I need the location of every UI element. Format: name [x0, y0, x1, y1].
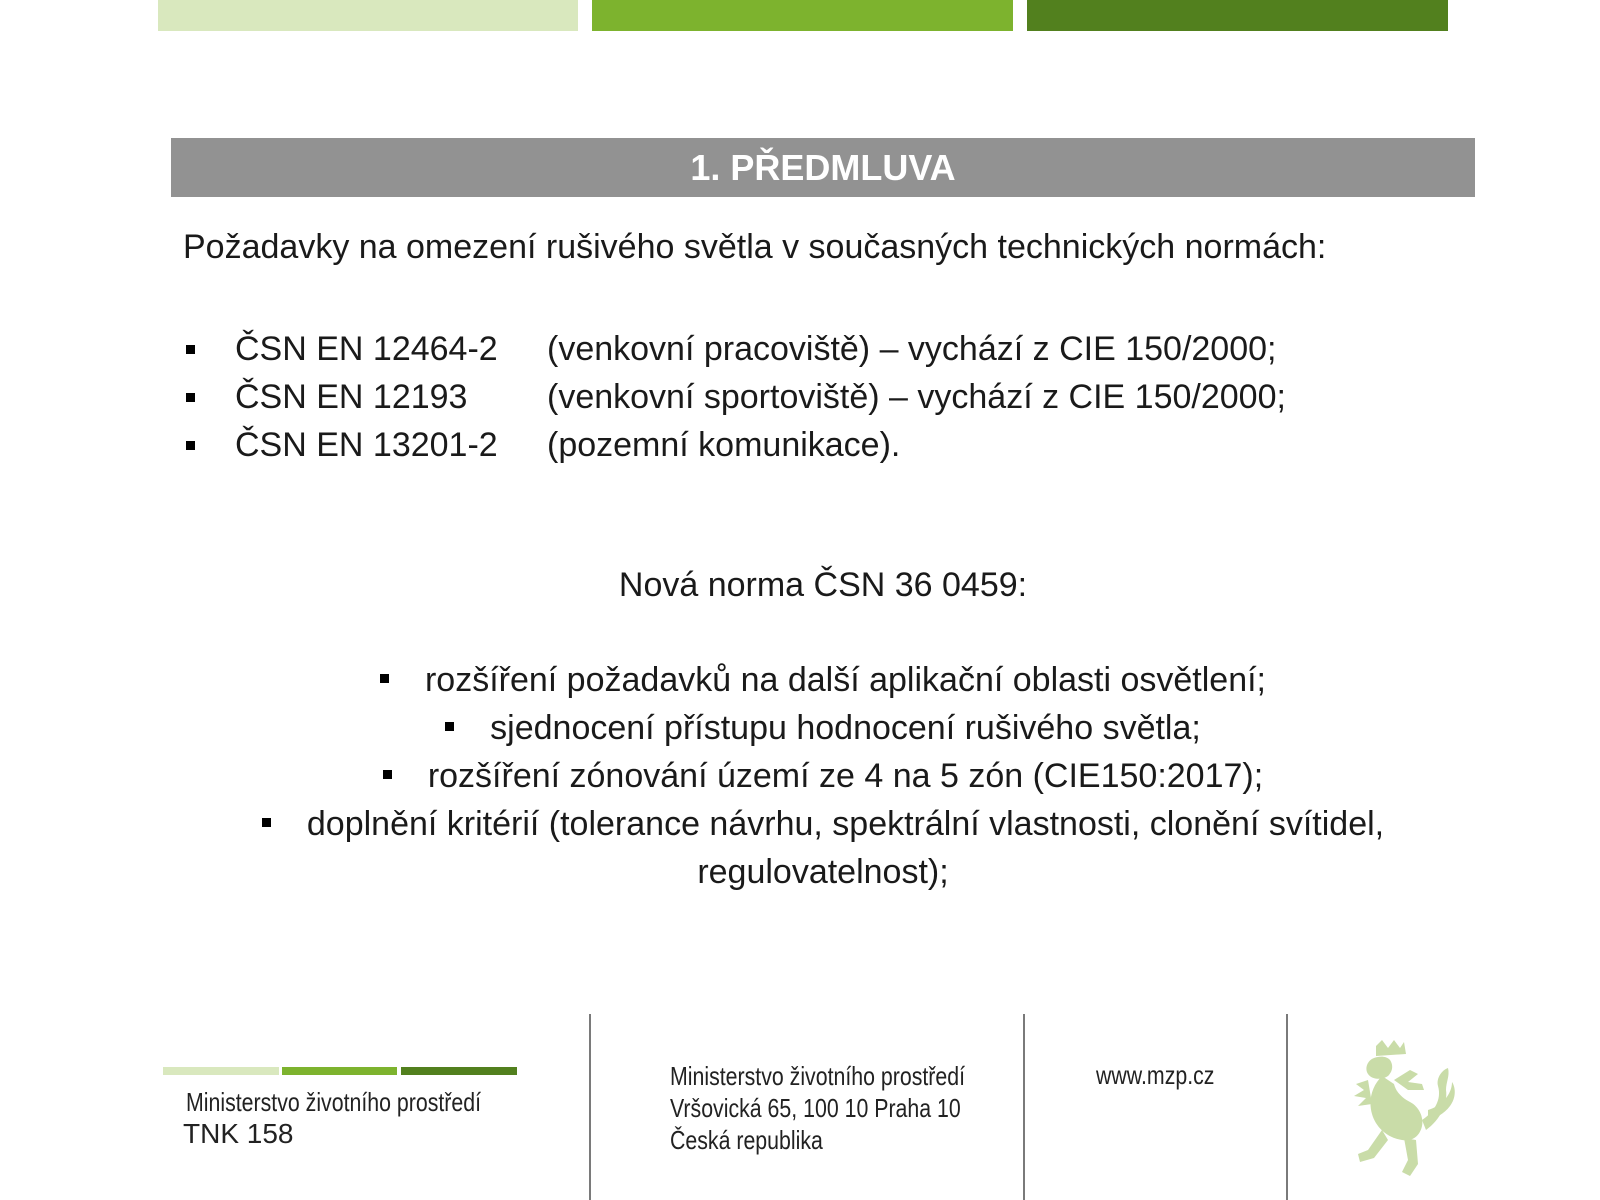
footer-address: [670, 1060, 965, 1156]
footer-website-link[interactable]: www.mzp.cz: [1096, 1060, 1215, 1090]
footer-accent-bar-light: [163, 1067, 279, 1075]
standard-item: [186, 373, 1286, 421]
address-line: Česká republika: [670, 1125, 823, 1155]
footer-divider: [589, 1014, 591, 1200]
new-norm-item-text: sjednocení přístupu hodnocení rušivého světla;: [490, 709, 1201, 747]
new-norm-item: [200, 656, 1446, 704]
slide-title: 1. PŘEDMLUVA: [171, 138, 1475, 197]
intro-text: Požadavky na omezení rušivého světla v současných technických normách:: [183, 228, 1327, 266]
czech-lion-emblem-icon: [1338, 1040, 1458, 1180]
address-line: Vršovická 65, 100 10 Praha 10: [670, 1093, 961, 1123]
top-accent-bar-light: [158, 0, 578, 31]
bullet-icon: [186, 393, 195, 402]
bullet-icon: [383, 770, 392, 779]
bullet-icon: [186, 345, 195, 354]
new-norm-item-text: rozšíření zónování území ze 4 na 5 zón (CIE150:2017);: [427, 757, 1264, 795]
standard-code: ČSN EN 12193: [235, 378, 468, 416]
address-line: Ministerstvo životního prostředí: [670, 1061, 966, 1091]
footer-divider: [1023, 1014, 1025, 1200]
new-norm-item: [200, 800, 1446, 896]
bullet-icon: [380, 674, 389, 683]
standard-item: [186, 421, 1286, 469]
bullet-icon: [445, 722, 454, 731]
footer-divider: [1286, 1014, 1288, 1200]
new-norm-item: [200, 752, 1446, 800]
standard-item: [186, 325, 1286, 373]
standard-description: (venkovní pracoviště) – vychází z CIE 150/2000;: [547, 330, 1277, 368]
top-accent-bar-mid: [592, 0, 1013, 31]
footer-accent-bar-dark: [401, 1067, 517, 1075]
standard-code: ČSN EN 12464-2: [235, 330, 498, 368]
footer-brand: Ministerstvo životního prostředí: [186, 1087, 482, 1117]
standard-description: (venkovní sportoviště) – vychází z CIE 150/2000;: [547, 378, 1286, 416]
standard-description: (pozemní komunikace).: [547, 426, 901, 464]
bullet-icon: [186, 441, 195, 450]
standards-list: [186, 325, 1286, 469]
new-norm-item-text: doplnění kritérií (tolerance návrhu, spektrální vlastnosti, clonění svítidel, regulovatelnost);: [306, 805, 1385, 891]
new-norm-item-text: rozšíření požadavků na další aplikační oblasti osvětlení;: [424, 661, 1267, 699]
bullet-icon: [262, 818, 271, 827]
standard-code: ČSN EN 13201-2: [235, 426, 498, 464]
top-accent-bar-dark: [1027, 0, 1448, 31]
footer-accent-bar-mid: [282, 1067, 397, 1075]
footer-tnk-label: TNK 158: [183, 1118, 294, 1149]
new-norm-list: [200, 656, 1446, 896]
new-norm-item: [200, 704, 1446, 752]
new-norm-heading: Nová norma ČSN 36 0459:: [618, 566, 1028, 604]
